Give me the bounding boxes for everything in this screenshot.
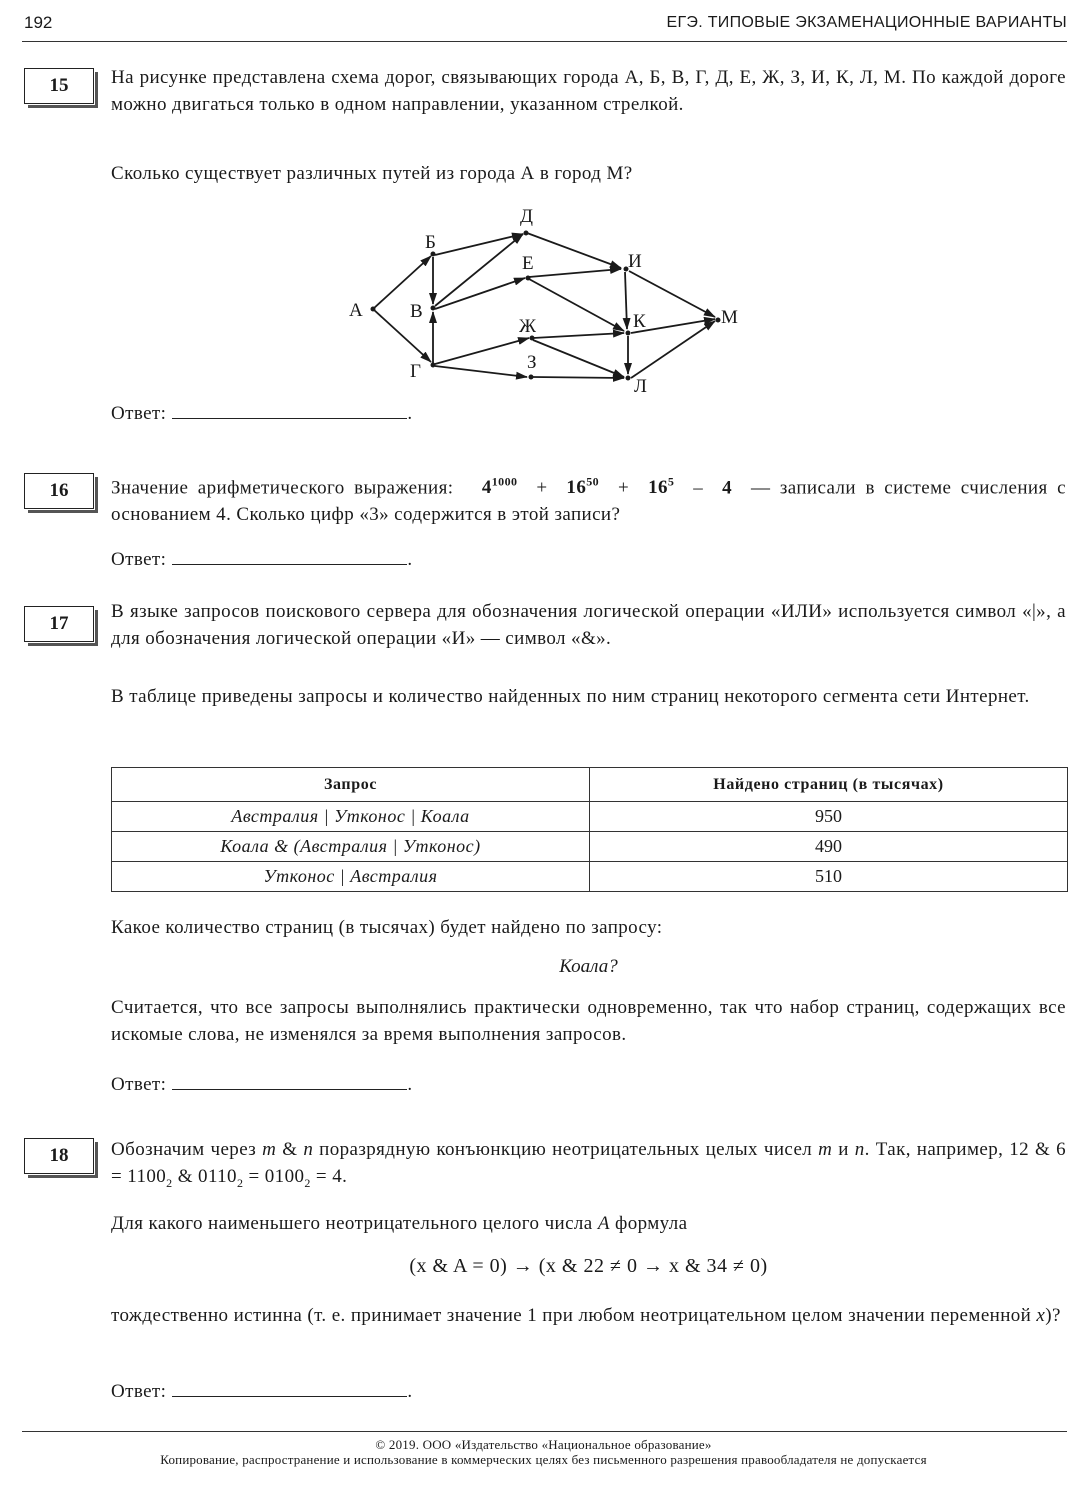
- task-15-number: 15: [24, 68, 94, 104]
- task-15-question: Сколько существует различных путей из города А в город М?: [111, 163, 633, 184]
- task-17-answer: Ответ: .: [111, 1074, 413, 1095]
- node-k: [626, 331, 631, 336]
- query-cell: Утконос | Австралия: [112, 862, 590, 892]
- answer-label: Ответ:: [111, 403, 167, 424]
- edge-i-k: [625, 272, 627, 329]
- header-rule: [22, 41, 1067, 42]
- task-15-answer: Ответ: .: [111, 403, 413, 424]
- task-17-note: Считается, что все запросы выполнялись практически одновременно, так что набор страниц, содержащих все искомые слова, не изменялся за время выполнения запросов.: [111, 997, 1066, 1045]
- edge-e-k: [529, 279, 624, 331]
- edge-d-i: [527, 233, 621, 268]
- footer-copyright: © 2019. ООО «Издательство «Национальное образование»: [375, 1437, 712, 1452]
- label-zh: Ж: [519, 316, 537, 337]
- col-found-header: Найдено страниц (в тысячах): [590, 768, 1068, 802]
- query-cell: Коала & (Австралия | Утконос): [112, 832, 590, 862]
- task-18-condition: тождественно истинна (т. е. принимает значение 1 при любом неотрицательном целом значении переменной x)?: [111, 1305, 1061, 1326]
- node-z: [529, 375, 534, 380]
- label-l: Л: [634, 376, 647, 397]
- edge-g-z: [435, 366, 527, 377]
- edge-g-zh: [435, 338, 529, 364]
- task-15-text: На рисунке представлена схема дорог, связывающих города А, Б, В, Г, Д, Е, Ж, З, И, К, Л, М. По каждой дороге можно двигаться только в одном направлении, указанном стрелкой.: [111, 67, 1066, 115]
- task-18-question: Для какого наименьшего неотрицательного целого числа A формула: [111, 1213, 688, 1234]
- footer-notice: Копирование, распространение и использование в коммерческих целях без письменного разрешения правообладателя не допускается: [160, 1452, 927, 1467]
- label-i: И: [628, 251, 642, 272]
- task-18-text: Обозначим через m & n поразрядную конъюнкцию неотрицательных целых чисел m и n. Так, например, 12 & $6 = 1100_2$ & $0110_2 = 0100_2 = 4$.: [111, 1139, 1066, 1190]
- label-g: Г: [410, 361, 421, 382]
- task-16-number: 16: [24, 473, 94, 509]
- edge-zh-l: [533, 340, 624, 377]
- found-cell: 490: [590, 832, 1068, 862]
- task-17-question: Какое количество страниц (в тысячах) будет найдено по запросу:: [111, 917, 663, 938]
- edge-zh-k: [533, 333, 624, 338]
- footer-rule: [22, 1431, 1067, 1432]
- query-table: [111, 767, 1068, 892]
- table-row: [112, 832, 1068, 862]
- label-k: К: [633, 311, 646, 332]
- task-18-formula: (x & A = 0) → (x & 22 ≠ 0 → x & 34 ≠ 0): [409, 1255, 768, 1277]
- node-v: [431, 306, 436, 311]
- answer-field[interactable]: [172, 548, 407, 565]
- node-e: [526, 276, 531, 281]
- found-cell: 510: [590, 862, 1068, 892]
- edge-e-i: [529, 269, 621, 277]
- task-16-text: Значение арифметического выражения: $4^{1000} + 16^{50} + 16^5 - 4$ — записали в системе счисления с основанием 4. Сколько цифр «3» содержится в этой записи?: [111, 475, 1066, 526]
- node-d: [524, 231, 529, 236]
- answer-field[interactable]: [172, 1073, 407, 1090]
- label-v: В: [410, 301, 423, 322]
- page-number: 192: [24, 13, 53, 32]
- task-16-answer: Ответ: .: [111, 549, 413, 570]
- answer-field[interactable]: [172, 1380, 407, 1397]
- label-d: Д: [520, 206, 533, 227]
- task-17-number: 17: [24, 606, 94, 642]
- running-title: ЕГЭ. ТИПОВЫЕ ЭКЗАМЕНАЦИОННЫЕ ВАРИАНТЫ: [666, 14, 1067, 31]
- node-l: [626, 376, 631, 381]
- edge-z-l: [533, 377, 624, 378]
- task-18-number: 18: [24, 1138, 94, 1174]
- node-m: [716, 318, 721, 323]
- task-18-answer: Ответ: .: [111, 1381, 413, 1402]
- node-a: [371, 307, 376, 312]
- query-cell: Австралия | Утконос | Коала: [112, 802, 590, 832]
- label-e: Е: [522, 253, 534, 274]
- label-b: Б: [425, 232, 436, 253]
- table-row: [112, 802, 1068, 832]
- label-m: М: [721, 307, 738, 328]
- found-cell: 950: [590, 802, 1068, 832]
- road-graph: [330, 196, 750, 406]
- label-z: З: [527, 352, 537, 373]
- label-a: А: [349, 300, 363, 321]
- edge-v-e: [435, 278, 525, 309]
- node-g: [431, 363, 436, 368]
- task-17-text1: В языке запросов поискового сервера для обозначения логической операции «ИЛИ» используется символ «|», а для обозначения логической операции «И» — символ «&».: [111, 601, 1066, 649]
- task-17-text2: В таблице приведены запросы и количество найденных по ним страниц некоторого сегмента сети Интернет.: [111, 686, 1030, 707]
- answer-field[interactable]: [172, 402, 407, 419]
- task-17-query: Коала?: [559, 956, 618, 977]
- col-query-header: Запрос: [112, 768, 590, 802]
- table-row: [112, 862, 1068, 892]
